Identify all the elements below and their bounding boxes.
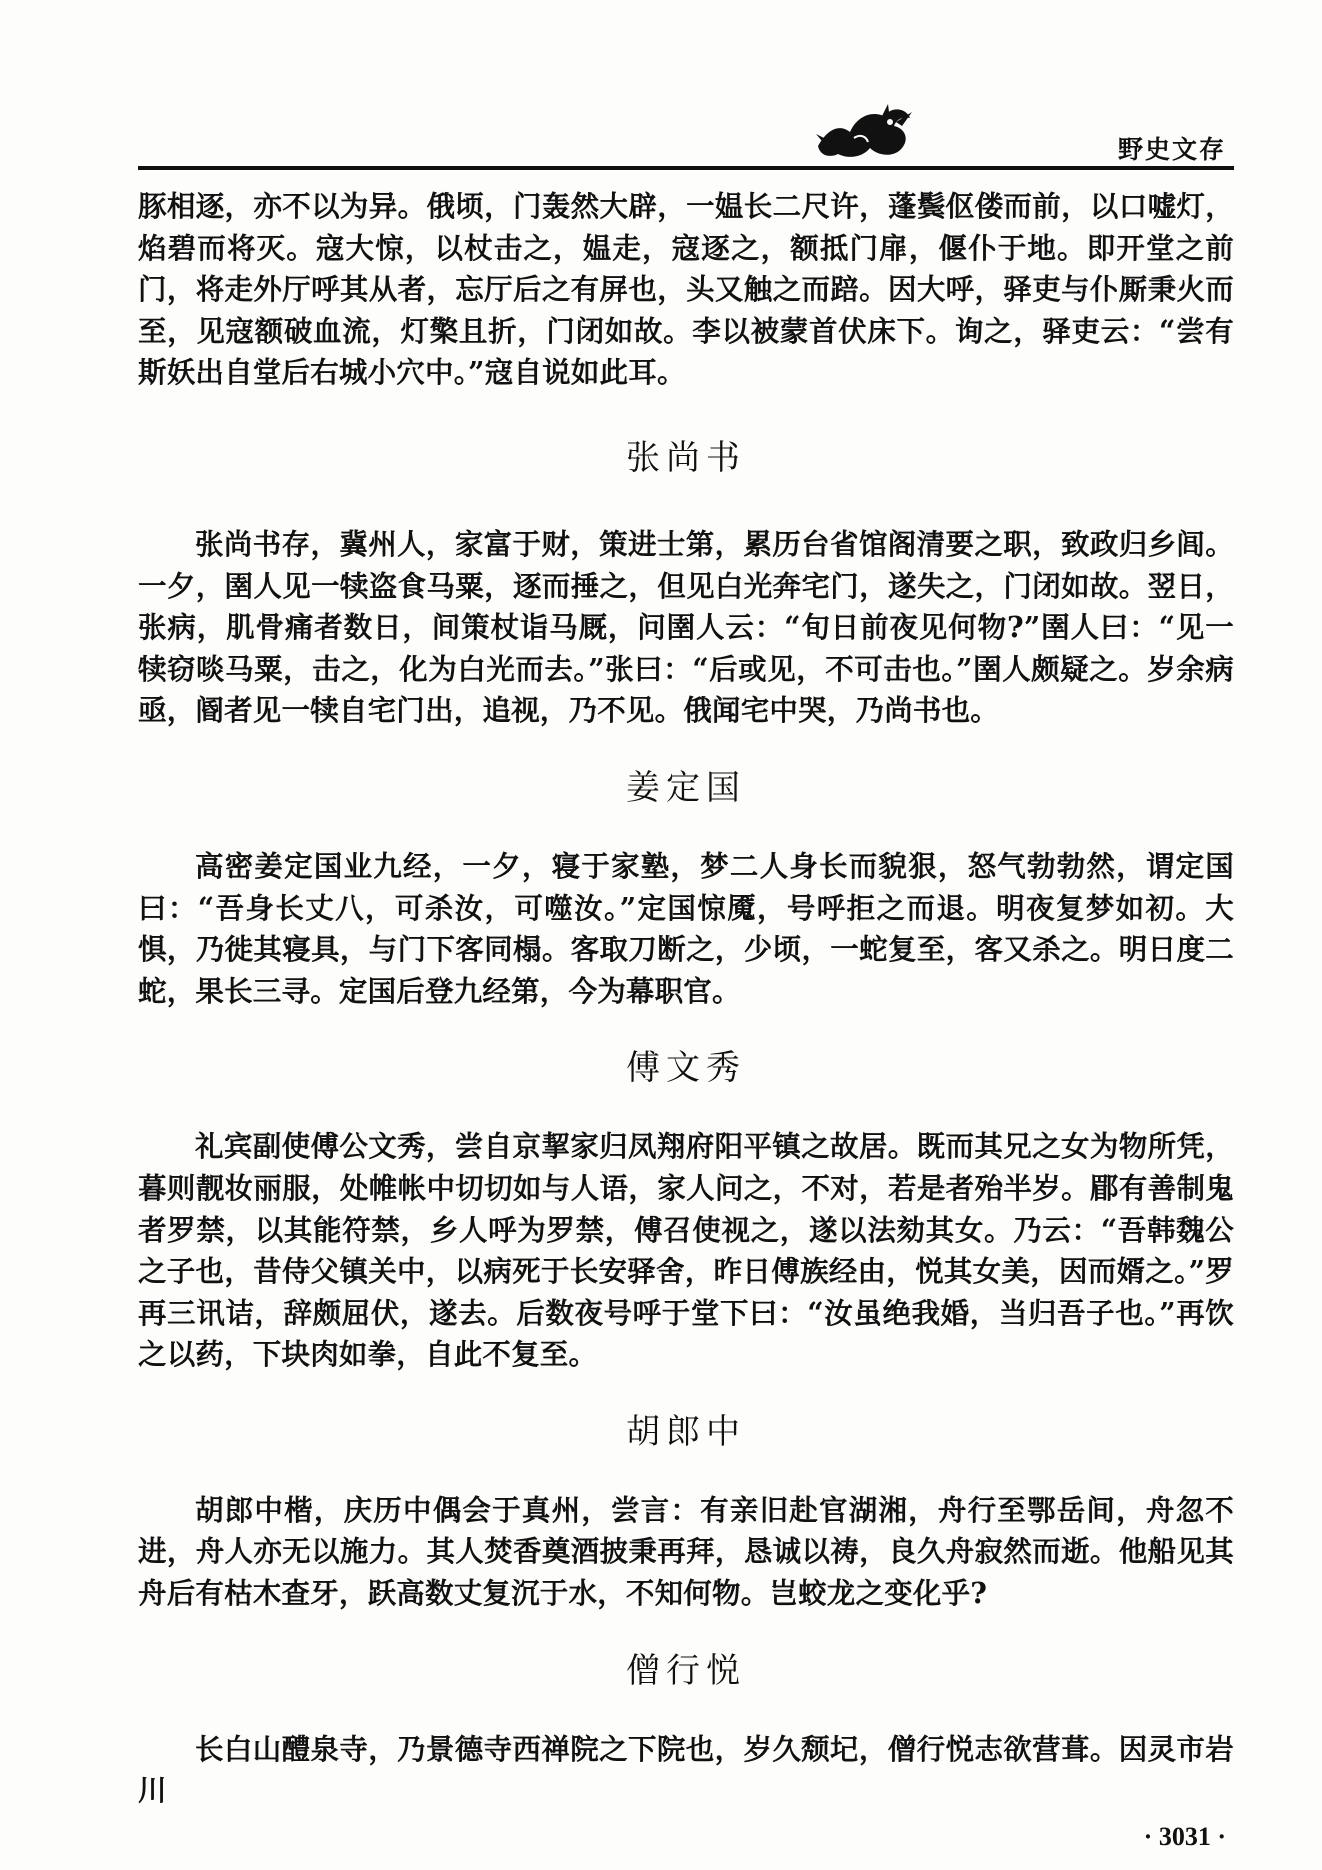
paragraph: 礼宾副使傅公文秀，尝自京挈家归凤翔府阳平镇之故居。既而其兄之女为物所凭，暮则靓妆丽服，处帷帐中切切如与人语，家人问之，不对，若是者殆半岁。郿有善制鬼者罗禁，以其能符禁，乡人呼为罗禁，傅召使视之，遂以法劾其女。乃云：“吾韩魏公之子也，昔侍父镇关中，以病死于长安驿舍，昨日傅族经由，悦其女美，因而婿之。”罗再三讯诘，辞颇屈伏，遂去。后数夜号呼于堂下曰：“汝虽绝我婚，当归吾子也。”再饮之以药，下块肉如拳，自此不复至。 bbox=[138, 1129, 1234, 1372]
paragraph: 张尚书存，冀州人，家富于财，策进士第，累历台省馆阁清要之职，致政归乡闾。一夕，圉人见一犊盗食马粟，逐而捶之，但见白光奔宅门，遂失之，门闭如故。翌日，张病，肌骨痛者数日，间策杖诣马厩，问圉人云：“旬日前夜见何物?”圉人曰：“见一犊窃啖马粟，击之，化为白光而去。”张曰：“后或见，不可击也。”圉人颇疑之。岁余病亟，阍者见一犊自宅门出，追视，乃不见。俄闻宅中哭，乃尚书也。 bbox=[138, 526, 1234, 728]
dragon-emblem-icon bbox=[810, 98, 920, 164]
section-heading: 僧行悦 bbox=[626, 1650, 746, 1691]
section-heading: 胡郎中 bbox=[626, 1411, 746, 1452]
paragraph: 长白山醴泉寺，乃景德寺西禅院之下院也，岁久颓圮，僧行悦志欲营葺。因灵市岩川 bbox=[138, 1731, 1234, 1808]
paragraph: 胡郎中楷，庆历中偶会于真州，尝言：有亲旧赴官湖湘，舟行至鄂岳间，舟忽不进，舟人亦无以施力。其人焚香奠酒披秉再拜，恳诚以祷，良久舟寂然而逝。他船见其舟后有枯木查牙，跃高数丈复沉于水，不知何物。岂蛟龙之变化乎? bbox=[138, 1492, 1234, 1611]
page-number: · 3031 · bbox=[1143, 1822, 1226, 1851]
book-title: 野史文存 bbox=[1117, 135, 1226, 164]
section-heading: 张尚书 bbox=[626, 437, 746, 478]
page-body bbox=[138, 186, 1234, 1812]
page-header bbox=[138, 94, 1234, 174]
section-heading: 姜定国 bbox=[626, 767, 746, 808]
paragraph-continuation: 豚相逐，亦不以为异。俄顷，门轰然大辟，一媪长二尺许，蓬鬓伛偻而前，以口嘘灯，焰碧而将灭。寇大惊，以杖击之，媪走，寇逐之，额抵门扉，偃仆于地。即开堂之前门，将走外厅呼其从者，忘厅后之有屏也，头又触之而踣。因大呼，驿吏与仆厮秉火而至，见寇额破血流，灯檠且折，门闭如故。李以被蒙首伏床下。询之，驿吏云：“尝有斯妖出自堂后右城小穴中。”寇自说如此耳。 bbox=[138, 189, 1234, 390]
paragraph: 高密姜定国业九经，一夕，寝于家塾，梦二人身长而貌狠，怒气勃勃然，谓定国曰：“吾身长丈八，可杀汝，可噬汝。”定国惊魇，号呼拒之而退。明夜复梦如初。大惧，乃徙其寝具，与门下客同榻。客取刀断之，少顷，一蛇复至，客又杀之。明日度二蛇，果长三寻。定国后登九经第，今为幕职官。 bbox=[138, 848, 1234, 1008]
header-rule bbox=[138, 166, 1234, 170]
section-heading: 傅文秀 bbox=[626, 1048, 746, 1089]
